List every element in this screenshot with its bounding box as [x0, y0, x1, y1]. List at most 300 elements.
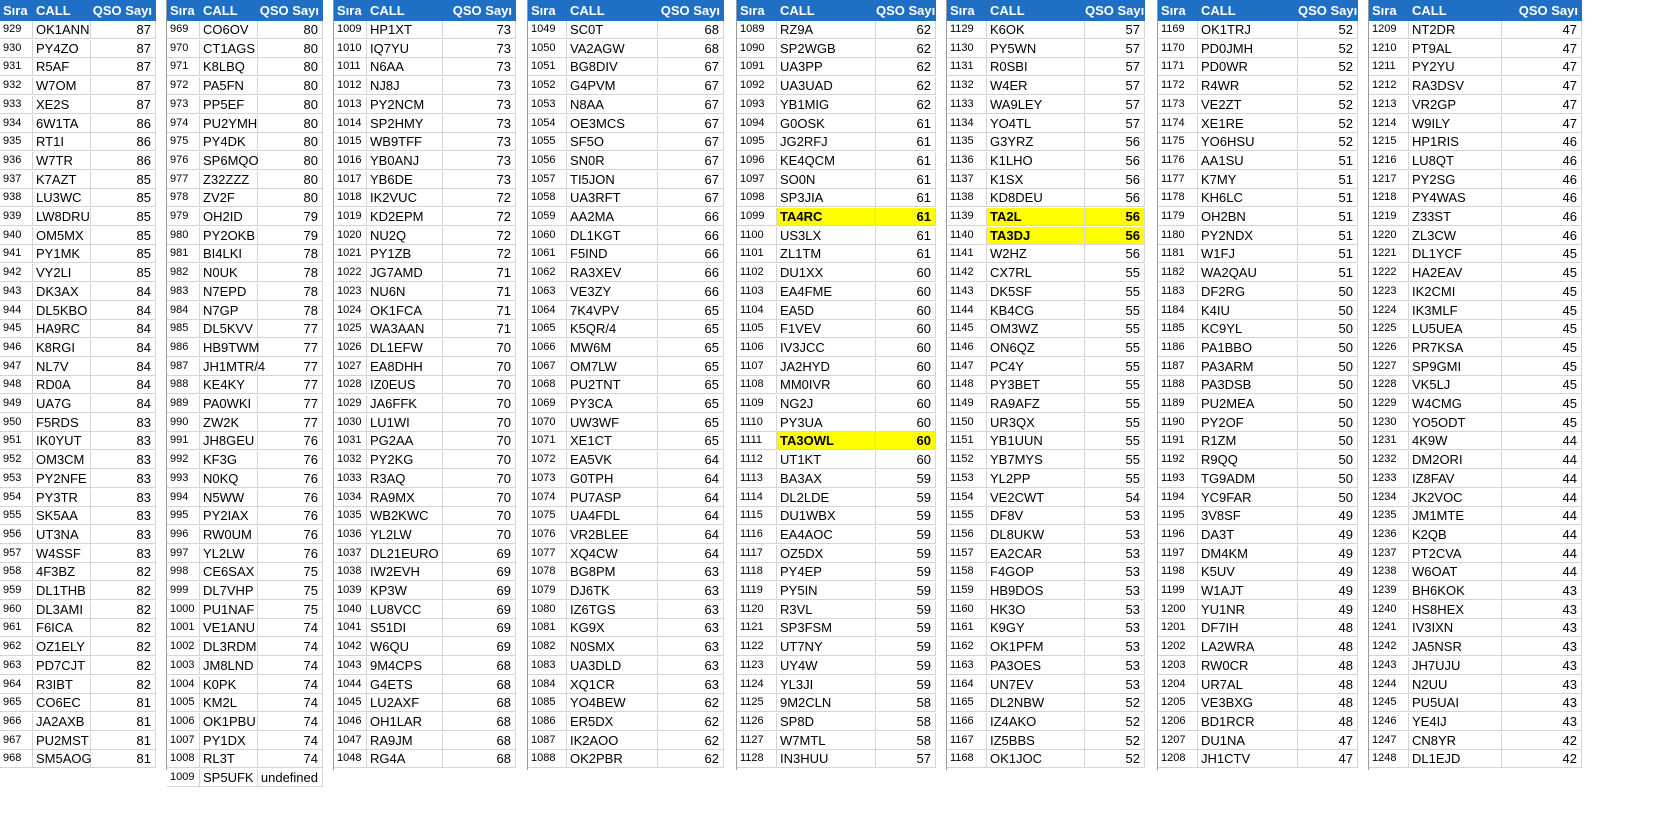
call-cell[interactable]: VE3ZY: [567, 283, 658, 300]
qso-cell[interactable]: undefined: [258, 769, 323, 786]
qso-cell[interactable]: 70: [443, 339, 516, 356]
call-cell[interactable]: LU5UEA: [1409, 320, 1502, 337]
call-cell[interactable]: NT2DR: [1409, 21, 1502, 38]
rank-cell[interactable]: 965: [0, 694, 33, 711]
table-row[interactable]: [947, 563, 1145, 581]
rank-cell[interactable]: 1106: [737, 339, 777, 356]
qso-cell[interactable]: 50: [1298, 451, 1358, 468]
table-row[interactable]: [1369, 283, 1582, 301]
rank-cell[interactable]: 1031: [334, 432, 367, 449]
table-row[interactable]: [1158, 657, 1358, 675]
rank-cell[interactable]: 1149: [947, 395, 987, 412]
rank-cell[interactable]: 985: [167, 320, 200, 337]
qso-cell[interactable]: 47: [1298, 732, 1358, 749]
call-cell[interactable]: OH2ID: [200, 208, 258, 225]
rank-cell[interactable]: 1163: [947, 657, 987, 674]
rank-cell[interactable]: 1005: [167, 694, 200, 711]
qso-cell[interactable]: 66: [658, 227, 724, 244]
rank-cell[interactable]: 1062: [528, 264, 567, 281]
rank-cell[interactable]: 1034: [334, 489, 367, 506]
table-row[interactable]: [0, 115, 156, 133]
call-cell[interactable]: 9M2CLN: [777, 694, 876, 711]
call-cell[interactable]: W4SSF: [33, 545, 91, 562]
table-row[interactable]: [167, 582, 323, 600]
table-row[interactable]: [167, 21, 323, 39]
rank-cell[interactable]: 1180: [1158, 227, 1198, 244]
qso-cell[interactable]: 62: [876, 96, 936, 113]
table-row[interactable]: [167, 227, 323, 245]
qso-cell[interactable]: 59: [876, 657, 936, 674]
rank-cell[interactable]: 1170: [1158, 40, 1198, 57]
call-cell[interactable]: DM2ORI: [1409, 451, 1502, 468]
table-row[interactable]: [947, 58, 1145, 76]
rank-cell[interactable]: 1096: [737, 152, 777, 169]
qso-cell[interactable]: 77: [258, 320, 323, 337]
table-row[interactable]: [1369, 657, 1582, 675]
call-cell[interactable]: OE3MCS: [567, 115, 658, 132]
qso-cell[interactable]: 77: [258, 376, 323, 393]
call-cell[interactable]: UW3WF: [567, 414, 658, 431]
qso-cell[interactable]: 79: [258, 208, 323, 225]
call-cell[interactable]: ON6QZ: [987, 339, 1085, 356]
rank-cell[interactable]: 1024: [334, 302, 367, 319]
call-cell[interactable]: CE6SAX: [200, 563, 258, 580]
qso-cell[interactable]: 83: [91, 526, 156, 543]
call-cell[interactable]: SP3JIA: [777, 189, 876, 206]
table-row[interactable]: [0, 732, 156, 750]
qso-cell[interactable]: 83: [91, 451, 156, 468]
call-cell[interactable]: MM0IVR: [777, 376, 876, 393]
rank-cell[interactable]: 1121: [737, 619, 777, 636]
table-row[interactable]: [737, 358, 936, 376]
qso-cell[interactable]: 56: [1085, 171, 1145, 188]
table-row[interactable]: [334, 657, 516, 675]
qso-cell[interactable]: 59: [876, 470, 936, 487]
qso-cell[interactable]: 48: [1298, 638, 1358, 655]
table-row[interactable]: [0, 208, 156, 226]
qso-cell[interactable]: 70: [443, 526, 516, 543]
call-cell[interactable]: Z33ST: [1409, 208, 1502, 225]
qso-cell[interactable]: 68: [443, 694, 516, 711]
table-row[interactable]: [947, 320, 1145, 338]
table-row[interactable]: [167, 395, 323, 413]
qso-cell[interactable]: 69: [443, 563, 516, 580]
table-row[interactable]: [737, 601, 936, 619]
rank-cell[interactable]: 1206: [1158, 713, 1198, 730]
qso-cell[interactable]: 85: [91, 208, 156, 225]
table-row[interactable]: [167, 264, 323, 282]
qso-cell[interactable]: 66: [658, 245, 724, 262]
call-cell[interactable]: JA5NSR: [1409, 638, 1502, 655]
rank-cell[interactable]: 1009: [334, 21, 367, 38]
call-cell[interactable]: DK3AX: [33, 283, 91, 300]
rank-cell[interactable]: 982: [167, 264, 200, 281]
call-cell[interactable]: NU2Q: [367, 227, 443, 244]
table-row[interactable]: [737, 582, 936, 600]
table-row[interactable]: [1158, 283, 1358, 301]
qso-cell[interactable]: 51: [1298, 208, 1358, 225]
call-cell[interactable]: TA4RC: [777, 208, 876, 225]
call-cell[interactable]: EA2CAR: [987, 545, 1085, 562]
rank-cell[interactable]: 1069: [528, 395, 567, 412]
table-row[interactable]: [737, 713, 936, 731]
call-cell[interactable]: SK5AA: [33, 507, 91, 524]
table-row[interactable]: [0, 713, 156, 731]
rank-cell[interactable]: 1019: [334, 208, 367, 225]
rank-cell[interactable]: 981: [167, 245, 200, 262]
rank-cell[interactable]: 1220: [1369, 227, 1409, 244]
rank-cell[interactable]: 1017: [334, 171, 367, 188]
qso-cell[interactable]: 65: [658, 432, 724, 449]
table-row[interactable]: [1369, 245, 1582, 263]
call-cell[interactable]: PG2AA: [367, 432, 443, 449]
qso-cell[interactable]: 65: [658, 395, 724, 412]
call-cell[interactable]: TG9ADM: [1198, 470, 1298, 487]
table-row[interactable]: [947, 302, 1145, 320]
table-row[interactable]: [737, 339, 936, 357]
rank-cell[interactable]: 1051: [528, 58, 567, 75]
qso-cell[interactable]: 47: [1502, 77, 1582, 94]
qso-cell[interactable]: 76: [258, 526, 323, 543]
rank-cell[interactable]: 1237: [1369, 545, 1409, 562]
table-row[interactable]: [737, 432, 936, 450]
rank-cell[interactable]: 943: [0, 283, 33, 300]
call-cell[interactable]: BD1RCR: [1198, 713, 1298, 730]
qso-cell[interactable]: 42: [1502, 732, 1582, 749]
rank-cell[interactable]: 1143: [947, 283, 987, 300]
call-cell[interactable]: G4ETS: [367, 676, 443, 693]
call-cell[interactable]: W7MTL: [777, 732, 876, 749]
table-row[interactable]: [737, 676, 936, 694]
table-row[interactable]: [1369, 563, 1582, 581]
call-cell[interactable]: PU7ASP: [567, 489, 658, 506]
qso-cell[interactable]: 85: [91, 264, 156, 281]
table-row[interactable]: [528, 582, 724, 600]
table-row[interactable]: [1158, 115, 1358, 133]
qso-cell[interactable]: 81: [91, 750, 156, 767]
qso-cell[interactable]: 76: [258, 451, 323, 468]
call-cell[interactable]: JM1MTE: [1409, 507, 1502, 524]
table-row[interactable]: [947, 507, 1145, 525]
table-row[interactable]: [947, 376, 1145, 394]
rank-cell[interactable]: 1191: [1158, 432, 1198, 449]
table-row[interactable]: [334, 152, 516, 170]
table-row[interactable]: [0, 638, 156, 656]
call-cell[interactable]: F1VEV: [777, 320, 876, 337]
table-row[interactable]: [334, 302, 516, 320]
table-row[interactable]: [167, 713, 323, 731]
rank-cell[interactable]: 1061: [528, 245, 567, 262]
rank-cell[interactable]: 1105: [737, 320, 777, 337]
rank-cell[interactable]: 989: [167, 395, 200, 412]
call-cell[interactable]: DL2NBW: [987, 694, 1085, 711]
qso-cell[interactable]: 73: [443, 77, 516, 94]
call-cell[interactable]: IZ8FAV: [1409, 470, 1502, 487]
qso-cell[interactable]: 63: [658, 676, 724, 693]
rank-cell[interactable]: 944: [0, 302, 33, 319]
rank-cell[interactable]: 976: [167, 152, 200, 169]
qso-cell[interactable]: 81: [91, 732, 156, 749]
table-row[interactable]: [947, 21, 1145, 39]
call-cell[interactable]: G0OSK: [777, 115, 876, 132]
rank-cell[interactable]: 1092: [737, 77, 777, 94]
table-row[interactable]: [528, 395, 724, 413]
table-row[interactable]: [334, 582, 516, 600]
table-row[interactable]: [737, 545, 936, 563]
table-row[interactable]: [947, 77, 1145, 95]
qso-cell[interactable]: 83: [91, 545, 156, 562]
table-row[interactable]: [0, 320, 156, 338]
rank-cell[interactable]: 992: [167, 451, 200, 468]
call-cell[interactable]: 3V8SF: [1198, 507, 1298, 524]
qso-cell[interactable]: 77: [258, 339, 323, 356]
rank-cell[interactable]: 1089: [737, 21, 777, 38]
rank-cell[interactable]: 1224: [1369, 302, 1409, 319]
qso-cell[interactable]: 61: [876, 133, 936, 150]
table-row[interactable]: [334, 358, 516, 376]
rank-cell[interactable]: 1211: [1369, 58, 1409, 75]
qso-cell[interactable]: 67: [658, 189, 724, 206]
table-row[interactable]: [947, 489, 1145, 507]
call-cell[interactable]: NJ8J: [367, 77, 443, 94]
call-cell[interactable]: YC9FAR: [1198, 489, 1298, 506]
qso-cell[interactable]: 43: [1502, 638, 1582, 655]
rank-cell[interactable]: 1135: [947, 133, 987, 150]
rank-cell[interactable]: 1039: [334, 582, 367, 599]
qso-cell[interactable]: 45: [1502, 264, 1582, 281]
table-row[interactable]: [167, 376, 323, 394]
rank-cell[interactable]: 955: [0, 507, 33, 524]
table-row[interactable]: [167, 414, 323, 432]
call-cell[interactable]: SC0T: [567, 21, 658, 38]
rank-cell[interactable]: 1025: [334, 320, 367, 337]
table-row[interactable]: [1369, 582, 1582, 600]
table-row[interactable]: [528, 432, 724, 450]
call-cell[interactable]: DU1WBX: [777, 507, 876, 524]
rank-cell[interactable]: 945: [0, 320, 33, 337]
table-row[interactable]: [0, 619, 156, 637]
rank-cell[interactable]: 1187: [1158, 358, 1198, 375]
call-cell[interactable]: RA3XEV: [567, 264, 658, 281]
qso-cell[interactable]: 68: [658, 40, 724, 57]
table-row[interactable]: [528, 750, 724, 768]
table-row[interactable]: [1158, 526, 1358, 544]
qso-cell[interactable]: 62: [658, 732, 724, 749]
qso-cell[interactable]: 60: [876, 376, 936, 393]
call-cell[interactable]: XE1CT: [567, 432, 658, 449]
qso-cell[interactable]: 46: [1502, 133, 1582, 150]
table-row[interactable]: [947, 96, 1145, 114]
table-row[interactable]: [334, 451, 516, 469]
table-row[interactable]: [1369, 713, 1582, 731]
table-row[interactable]: [334, 694, 516, 712]
table-row[interactable]: [1158, 750, 1358, 768]
table-row[interactable]: [737, 77, 936, 95]
table-row[interactable]: [947, 619, 1145, 637]
qso-cell[interactable]: 67: [658, 58, 724, 75]
qso-cell[interactable]: 51: [1298, 152, 1358, 169]
qso-cell[interactable]: 79: [258, 227, 323, 244]
call-cell[interactable]: IK2VUC: [367, 189, 443, 206]
table-row[interactable]: [1158, 619, 1358, 637]
call-cell[interactable]: RA9JM: [367, 732, 443, 749]
rank-cell[interactable]: 1244: [1369, 676, 1409, 693]
rank-cell[interactable]: 949: [0, 395, 33, 412]
call-cell[interactable]: HA2EAV: [1409, 264, 1502, 281]
call-cell[interactable]: PU2TNT: [567, 376, 658, 393]
table-row[interactable]: [528, 732, 724, 750]
table-row[interactable]: [737, 750, 936, 768]
qso-cell[interactable]: 46: [1502, 152, 1582, 169]
call-cell[interactable]: 6W1TA: [33, 115, 91, 132]
qso-cell[interactable]: 49: [1298, 582, 1358, 599]
rank-cell[interactable]: 1238: [1369, 563, 1409, 580]
qso-cell[interactable]: 44: [1502, 526, 1582, 543]
rank-cell[interactable]: 934: [0, 115, 33, 132]
table-row[interactable]: [1369, 694, 1582, 712]
qso-cell[interactable]: 70: [443, 432, 516, 449]
call-cell[interactable]: DK5SF: [987, 283, 1085, 300]
rank-cell[interactable]: 935: [0, 133, 33, 150]
qso-cell[interactable]: 62: [876, 77, 936, 94]
table-row[interactable]: [947, 451, 1145, 469]
table-row[interactable]: [528, 619, 724, 637]
rank-cell[interactable]: 984: [167, 302, 200, 319]
qso-cell[interactable]: 78: [258, 302, 323, 319]
call-cell[interactable]: DF8V: [987, 507, 1085, 524]
qso-cell[interactable]: 52: [1298, 115, 1358, 132]
rank-cell[interactable]: 1215: [1369, 133, 1409, 150]
rank-cell[interactable]: 1158: [947, 563, 987, 580]
call-cell[interactable]: KG9X: [567, 619, 658, 636]
table-row[interactable]: [947, 189, 1145, 207]
table-row[interactable]: [947, 582, 1145, 600]
call-cell[interactable]: KH6LC: [1198, 189, 1298, 206]
call-cell[interactable]: YL2LW: [200, 545, 258, 562]
table-row[interactable]: [528, 713, 724, 731]
call-cell[interactable]: OK1JOC: [987, 750, 1085, 767]
qso-cell[interactable]: 81: [91, 694, 156, 711]
rank-cell[interactable]: 973: [167, 96, 200, 113]
table-row[interactable]: [947, 694, 1145, 712]
call-cell[interactable]: DL7VHP: [200, 582, 258, 599]
rank-cell[interactable]: 1099: [737, 208, 777, 225]
table-row[interactable]: [528, 358, 724, 376]
qso-cell[interactable]: 74: [258, 694, 323, 711]
qso-cell[interactable]: 86: [91, 133, 156, 150]
table-row[interactable]: [528, 133, 724, 151]
table-row[interactable]: [167, 320, 323, 338]
qso-cell[interactable]: 45: [1502, 245, 1582, 262]
rank-cell[interactable]: 1058: [528, 189, 567, 206]
qso-cell[interactable]: 59: [876, 638, 936, 655]
table-row[interactable]: [167, 208, 323, 226]
rank-cell[interactable]: 1076: [528, 526, 567, 543]
qso-cell[interactable]: 67: [658, 152, 724, 169]
qso-cell[interactable]: 84: [91, 358, 156, 375]
table-row[interactable]: [167, 470, 323, 488]
table-row[interactable]: [0, 414, 156, 432]
qso-cell[interactable]: 57: [1085, 96, 1145, 113]
table-row[interactable]: [1158, 189, 1358, 207]
call-cell[interactable]: JK2VOC: [1409, 489, 1502, 506]
qso-cell[interactable]: 48: [1298, 619, 1358, 636]
qso-cell[interactable]: 62: [876, 21, 936, 38]
rank-cell[interactable]: 1125: [737, 694, 777, 711]
table-row[interactable]: [0, 395, 156, 413]
table-row[interactable]: [0, 189, 156, 207]
rank-cell[interactable]: 1054: [528, 115, 567, 132]
call-cell[interactable]: LU8QT: [1409, 152, 1502, 169]
table-row[interactable]: [1158, 545, 1358, 563]
call-cell[interactable]: HP1XT: [367, 21, 443, 38]
table-row[interactable]: [334, 750, 516, 768]
qso-cell[interactable]: 67: [658, 133, 724, 150]
call-cell[interactable]: PA3ARM: [1198, 358, 1298, 375]
rank-cell[interactable]: 1075: [528, 507, 567, 524]
qso-cell[interactable]: 64: [658, 489, 724, 506]
qso-cell[interactable]: 65: [658, 302, 724, 319]
table-row[interactable]: [167, 171, 323, 189]
qso-cell[interactable]: 65: [658, 414, 724, 431]
table-row[interactable]: [1369, 489, 1582, 507]
table-row[interactable]: [1158, 152, 1358, 170]
table-row[interactable]: [0, 451, 156, 469]
qso-cell[interactable]: 50: [1298, 302, 1358, 319]
qso-cell[interactable]: 70: [443, 414, 516, 431]
rank-cell[interactable]: 1145: [947, 320, 987, 337]
qso-cell[interactable]: 62: [876, 40, 936, 57]
call-cell[interactable]: BA3AX: [777, 470, 876, 487]
call-cell[interactable]: UA4FDL: [567, 507, 658, 524]
table-row[interactable]: [0, 676, 156, 694]
call-cell[interactable]: HS8HEX: [1409, 601, 1502, 618]
call-cell[interactable]: PU5UAI: [1409, 694, 1502, 711]
call-cell[interactable]: W7OM: [33, 77, 91, 94]
rank-cell[interactable]: 1155: [947, 507, 987, 524]
qso-cell[interactable]: 76: [258, 545, 323, 562]
qso-cell[interactable]: 52: [1085, 694, 1145, 711]
call-cell[interactable]: XQ1CR: [567, 676, 658, 693]
call-cell[interactable]: PA1BBO: [1198, 339, 1298, 356]
qso-cell[interactable]: 82: [91, 638, 156, 655]
call-cell[interactable]: OK2PBR: [567, 750, 658, 767]
table-row[interactable]: [0, 470, 156, 488]
call-cell[interactable]: WA2QAU: [1198, 264, 1298, 281]
table-row[interactable]: [737, 563, 936, 581]
table-row[interactable]: [528, 264, 724, 282]
qso-cell[interactable]: 50: [1298, 414, 1358, 431]
table-row[interactable]: [528, 694, 724, 712]
table-row[interactable]: [334, 432, 516, 450]
table-row[interactable]: [167, 96, 323, 114]
qso-cell[interactable]: 73: [443, 152, 516, 169]
rank-cell[interactable]: 1185: [1158, 320, 1198, 337]
rank-cell[interactable]: 1084: [528, 676, 567, 693]
rank-cell[interactable]: 957: [0, 545, 33, 562]
call-cell[interactable]: DL1THB: [33, 582, 91, 599]
call-cell[interactable]: OK1FCA: [367, 302, 443, 319]
rank-cell[interactable]: 1181: [1158, 245, 1198, 262]
rank-cell[interactable]: 1102: [737, 264, 777, 281]
table-row[interactable]: [528, 470, 724, 488]
call-cell[interactable]: OK1ANN: [33, 21, 91, 38]
call-cell[interactable]: BI4LKI: [200, 245, 258, 262]
call-cell[interactable]: YB1MIG: [777, 96, 876, 113]
qso-cell[interactable]: 52: [1298, 58, 1358, 75]
table-row[interactable]: [947, 208, 1145, 226]
rank-cell[interactable]: 971: [167, 58, 200, 75]
